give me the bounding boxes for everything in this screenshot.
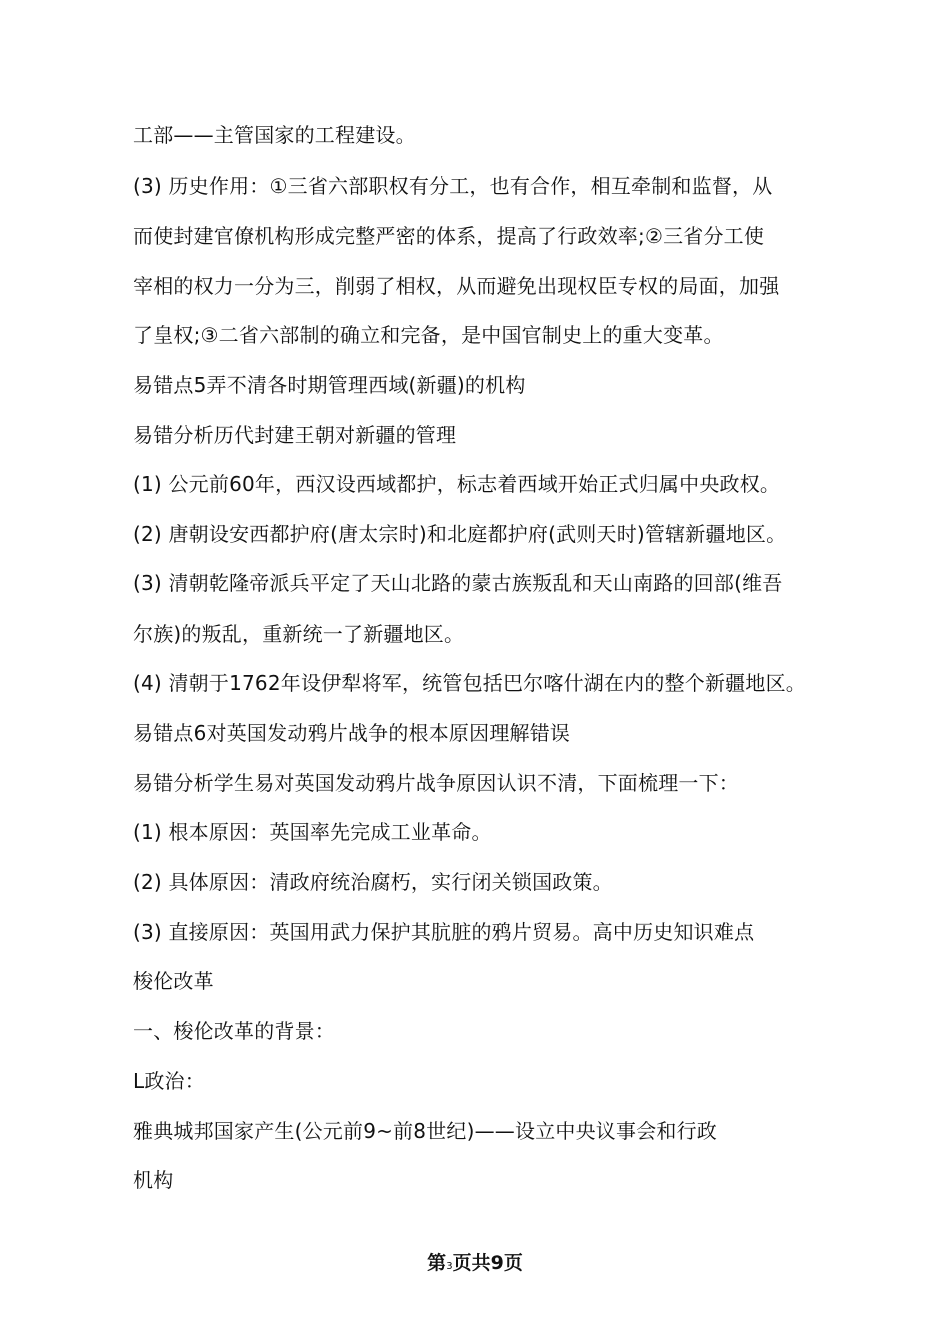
text-line: 而使封建官僚机构形成完整严密的体系，提高了行政效率;②三省分工使	[133, 224, 765, 248]
text-line: (3) 直接原因：英国用武力保护其肮脏的鸦片贸易。高中历史知识难点	[133, 920, 755, 944]
text-line: (1) 公元前60年，西汉设西域都护，标志着西域开始正式归属中央政权。	[133, 472, 781, 496]
text-line: 工部——主管国家的工程建设。	[133, 123, 416, 147]
text-line: 一、梭伦改革的背景：	[133, 1019, 335, 1043]
text-line: (3) 历史作用：①三省六部职权有分工，也有合作，相互牵制和监督，从	[133, 174, 773, 198]
footer-suffix: 页	[503, 1252, 523, 1274]
text-line: 了皇权;③二省六部制的确立和完备，是中国官制史上的重大变革。	[133, 323, 724, 347]
text-line: 机构	[133, 1168, 174, 1192]
footer-page-number: 3	[446, 1261, 453, 1272]
footer-middle: 页共	[452, 1252, 491, 1274]
text-line: 梭伦改革	[133, 969, 214, 993]
text-line: 易错分析历代封建王朝对新疆的管理	[133, 423, 457, 447]
text-line: 易错点5弄不清各时期管理西域(新疆)的机构	[133, 373, 526, 397]
text-line: (3) 清朝乾隆帝派兵平定了天山北路的蒙古族叛乱和天山南路的回部(维吾	[133, 571, 783, 595]
text-line: (2) 具体原因：清政府统治腐朽，实行闭关锁国政策。	[133, 870, 613, 894]
text-line: 尔族)的叛乱，重新统一了新疆地区。	[133, 622, 465, 646]
text-line: 易错分析学生易对英国发动鸦片战争原因认识不清，下面梳理一下：	[133, 771, 739, 795]
text-line: 宰相的权力一分为三，削弱了相权，从而避免出现权臣专权的局面，加强	[133, 274, 780, 298]
text-line: 雅典城邦国家产生(公元前9~前8世纪)——设立中央议事会和行政	[133, 1119, 718, 1143]
text-line: 易错点6对英国发动鸦片战争的根本原因理解错误	[133, 721, 571, 745]
footer-prefix: 第	[427, 1252, 447, 1274]
page-footer	[0, 1250, 950, 1280]
text-line: (2) 唐朝设安西都护府(唐太宗时)和北庭都护府(武则天时)管辖新疆地区。	[133, 522, 787, 546]
text-line: (1) 根本原因：英国率先完成工业革命。	[133, 820, 492, 844]
footer-total-pages: 9	[490, 1252, 504, 1274]
text-line: (4) 清朝于1762年设伊犁将军，统管包括巴尔喀什湖在内的整个新疆地区。	[133, 671, 806, 695]
text-line: L政治：	[133, 1069, 205, 1093]
